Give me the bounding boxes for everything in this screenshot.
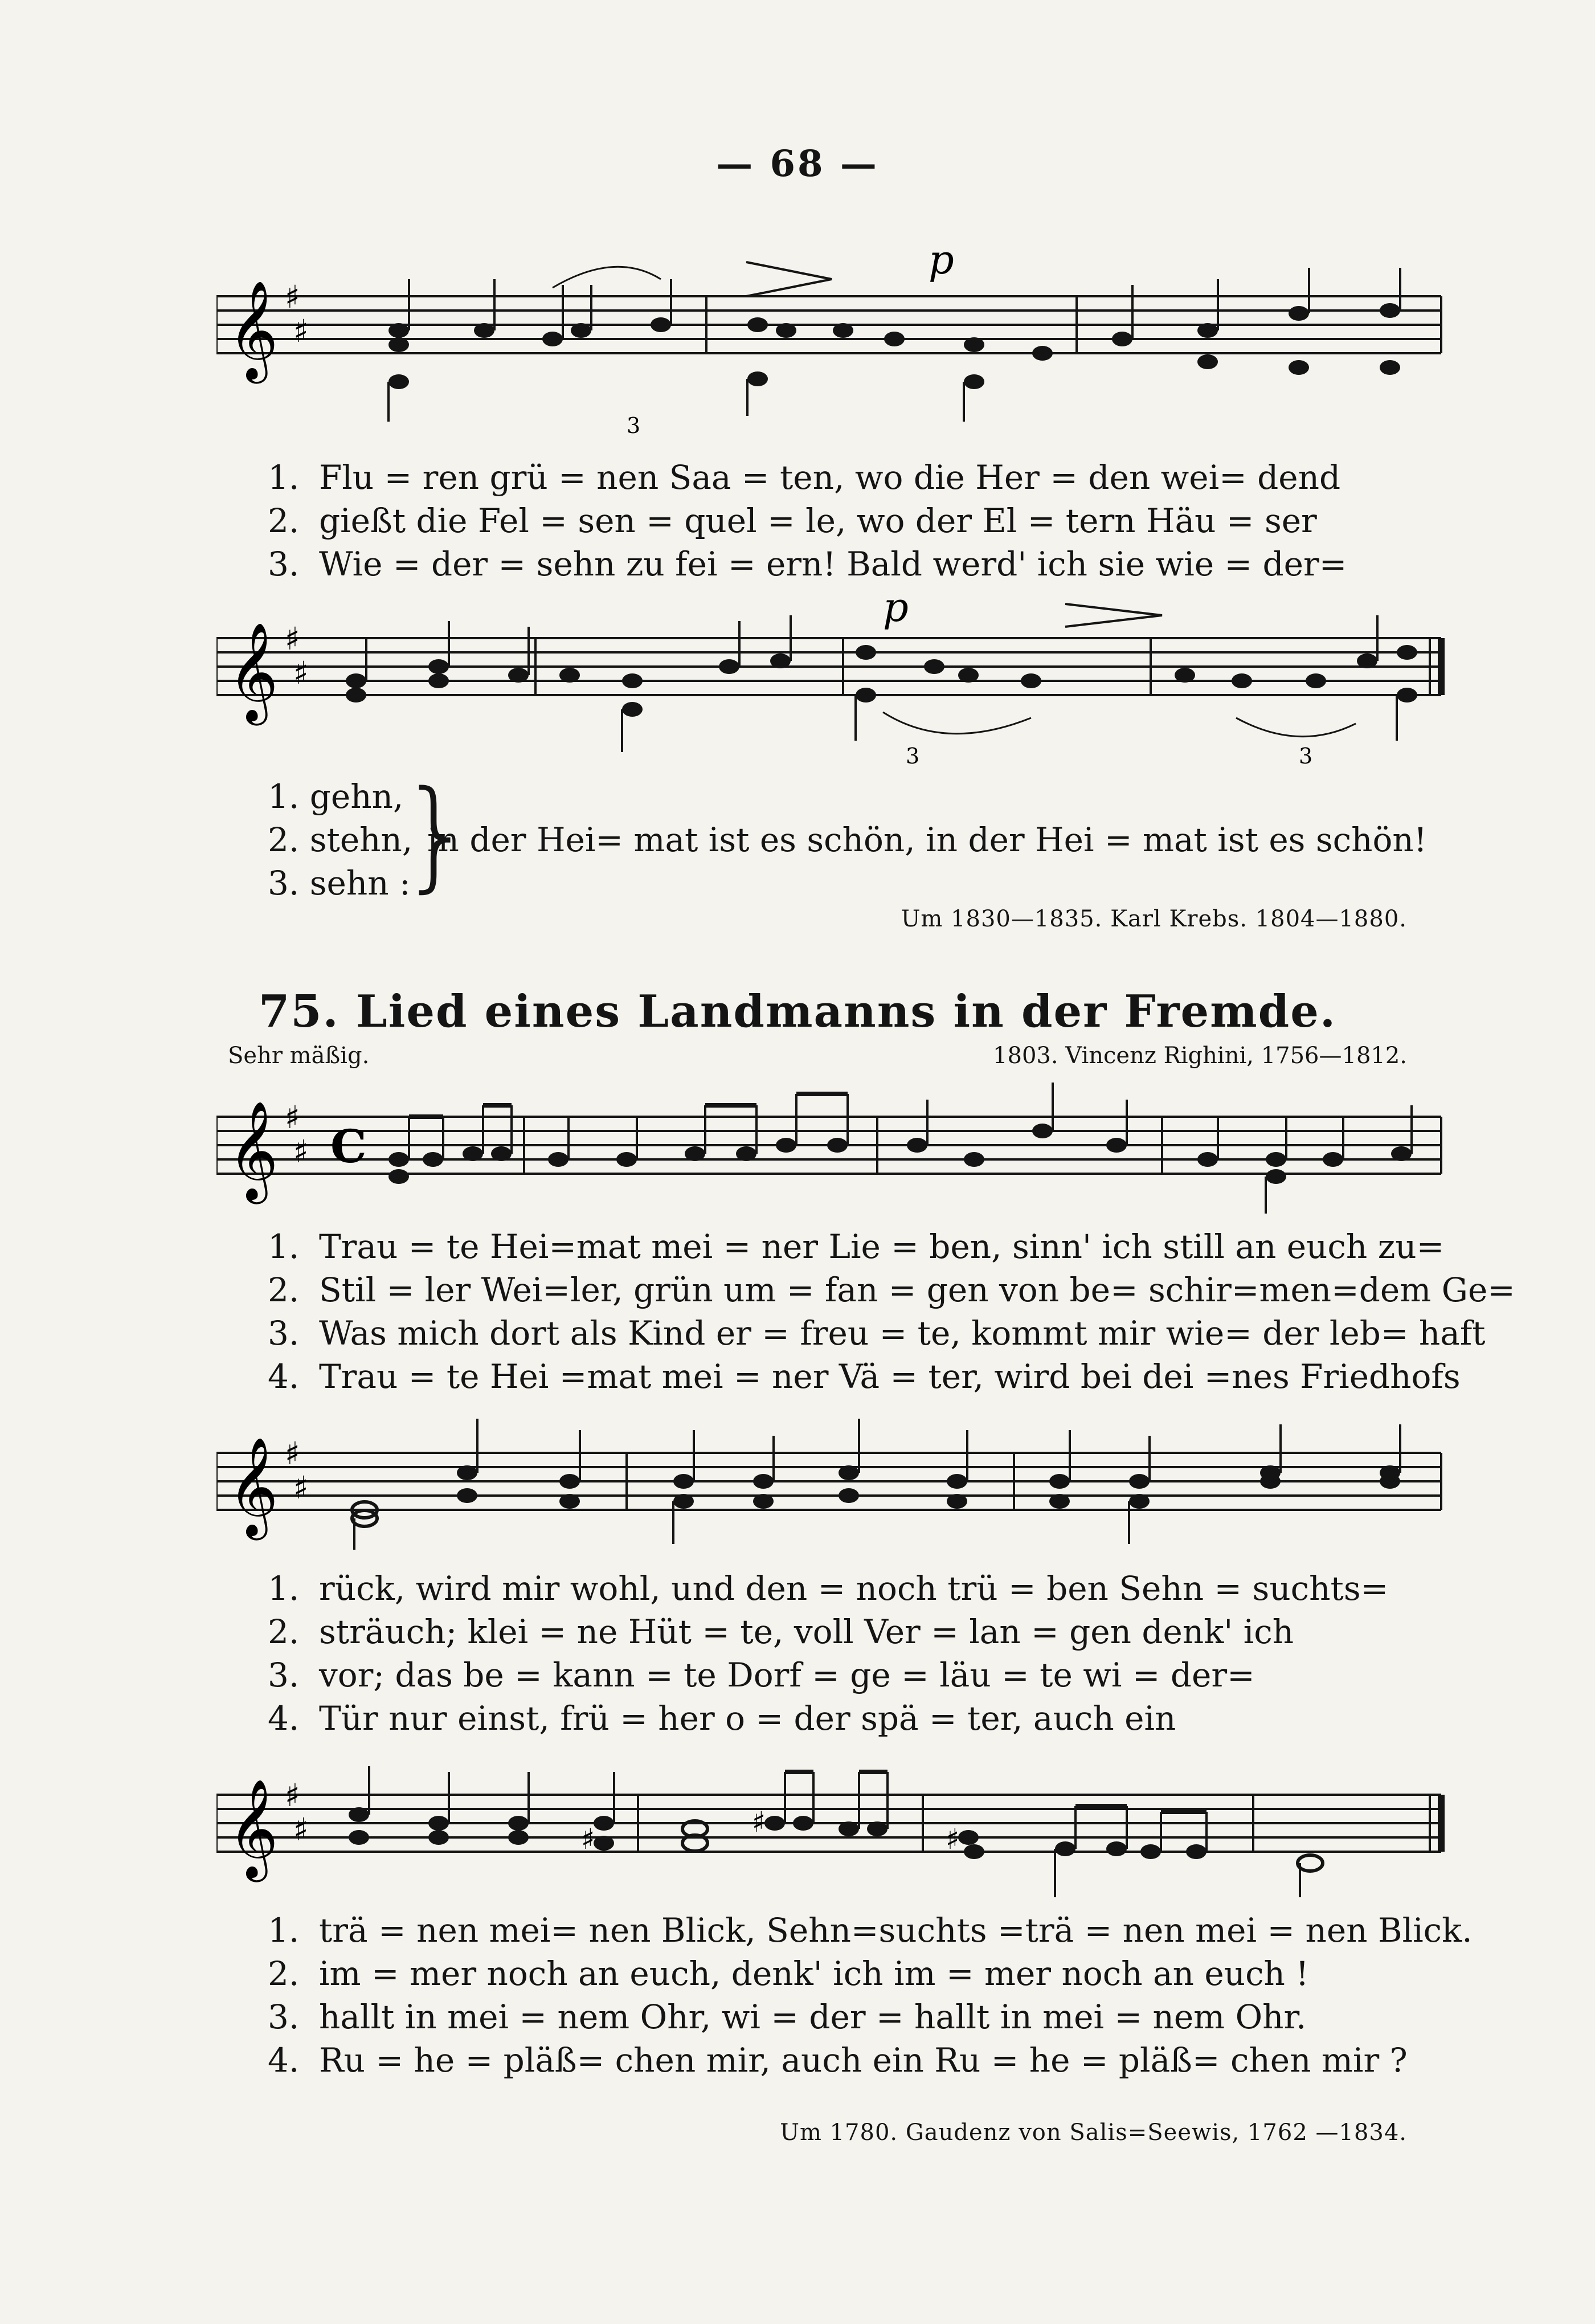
lyric-line	[268, 1909, 1473, 1952]
refrain-text: in der Hei= mat ist es schön, in der Hei = mat ist es schön!	[427, 820, 1428, 859]
sharp-icon: ♯	[581, 1823, 595, 1856]
verse-text: Wie = der = sehn zu fei = ern! Bald werd' ich sie wie = der=	[319, 545, 1347, 583]
crescendo-icon	[1065, 604, 1162, 627]
verse-text: Was mich dort als Kind er = freu = te, kommt mir wie= der leb= haft	[319, 1314, 1486, 1353]
song75-lyrics-part2	[268, 1567, 1453, 1740]
beams	[785, 1772, 1207, 1812]
sharp-icon: ♯	[752, 1806, 766, 1839]
staff-system-5	[216, 1749, 1453, 1931]
sharp-icon: ♯	[285, 1435, 300, 1472]
ending-line: 1. gehn,	[268, 777, 404, 816]
verse-number: 4.	[268, 1357, 300, 1396]
verse-number: 2.	[268, 501, 300, 540]
verse-number: 1.	[268, 1227, 300, 1266]
triplet-mark: 3	[627, 413, 641, 438]
verse-number: 3.	[268, 1656, 300, 1694]
verse-text: gießt die Fel = sen = quel = le, wo der El = tern Häu = ser	[319, 501, 1317, 540]
music-staff	[216, 1749, 1453, 1931]
song74-credit: Um 1830—1835. Karl Krebs. 1804—1880.	[901, 906, 1407, 932]
verse-number: 4.	[268, 2041, 300, 2080]
triplet-mark: 3	[906, 744, 920, 769]
verse-text: sträuch; klei = ne Hüt = te, voll Ver = lan = gen denk' ich	[319, 1612, 1294, 1651]
decrescendo-icon	[746, 262, 832, 296]
verse-text: Stil = ler Wei=ler, grün um = fan = gen von be= schir=men=dem Ge=	[319, 1271, 1515, 1309]
verse-number: 3.	[268, 545, 300, 583]
verse-number: 1.	[268, 1911, 300, 1950]
verse-text: Flu = ren grü = nen Saa = ten, wo die Her = den wei= dend	[319, 458, 1341, 497]
lyric-line	[268, 1952, 1453, 1995]
tempo-marking: Sehr mäßig.	[228, 1043, 370, 1069]
verse-number: 1.	[268, 1569, 300, 1608]
verse-number: 1.	[268, 458, 300, 497]
verse-number: 4.	[268, 1699, 300, 1738]
verse-number: 3.	[268, 1314, 300, 1353]
staff-system-3	[216, 1071, 1453, 1242]
lyric-line	[268, 1995, 1453, 2039]
sharp-icon: ♯	[293, 313, 309, 349]
lyric-line	[268, 1268, 1515, 1312]
song75-lyrics-part1	[268, 1225, 1515, 1398]
verse-text: Tür nur einst, frü = her o = der spä = ter, auch ein	[319, 1699, 1176, 1738]
sharp-icon: ♯	[285, 1099, 300, 1136]
slur	[883, 712, 1031, 734]
verse-text: Trau = te Hei=mat mei = ner Lie = ben, sinn' ich still an euch zu=	[319, 1227, 1445, 1266]
verse-text: im = mer noch an euch, denk' ich im = mer noch an euch !	[319, 1954, 1309, 1993]
sharp-icon: ♯	[293, 1133, 309, 1170]
sharp-icon: ♯	[293, 1811, 309, 1848]
verse-number: 2.	[268, 1612, 300, 1651]
triplet-mark: 3	[1299, 744, 1313, 769]
staff-system-4	[216, 1407, 1453, 1578]
lyric-line	[268, 1653, 1453, 1697]
verse-text: rück, wird mir wohl, und den = noch trü = ben Sehn = suchts=	[319, 1569, 1389, 1608]
sharp-icon: ♯	[293, 1469, 309, 1506]
sharp-icon: ♯	[285, 279, 300, 315]
lyric-line	[268, 1225, 1453, 1268]
slur	[1236, 718, 1356, 737]
song75-lyrics-part3	[268, 1909, 1473, 2082]
verse-text: vor; das be = kann = te Dorf = ge = läu = te wi = der=	[319, 1656, 1255, 1694]
song74-refrain	[268, 765, 1453, 912]
verse-text: Trau = te Hei =mat mei = ner Vä = ter, wird bei dei =nes Friedhofs	[319, 1357, 1461, 1396]
lyric-line	[268, 1697, 1453, 1740]
beams	[409, 1094, 848, 1117]
lyric-line	[268, 456, 1453, 499]
treble-clef-icon: 𝄞	[228, 280, 279, 379]
song-title: 75. Lied eines Landmanns in der Fremde.	[259, 986, 1336, 1038]
sharp-icon: ♯	[946, 1823, 960, 1856]
staff-system-1	[216, 239, 1453, 444]
treble-clef-icon: 𝄞	[228, 1101, 279, 1200]
lyric-line	[268, 1312, 1486, 1355]
lyric-line	[268, 542, 1453, 586]
verse-text: hallt in mei = nem Ohr, wi = der = hallt in mei = nem Ohr.	[319, 1998, 1307, 2036]
page-number: — 68 —	[716, 142, 879, 185]
music-staff	[216, 1071, 1453, 1242]
sharp-icon: ♯	[293, 655, 309, 691]
treble-clef-icon: 𝄞	[228, 1437, 279, 1536]
note-stems	[369, 1766, 1300, 1897]
verse-number: 3.	[268, 1998, 300, 2036]
staff-system-2	[216, 593, 1453, 775]
verse-text: Ru = he = pläß= chen mir, auch ein Ru = he = pläß= chen mir ?	[319, 2041, 1408, 2080]
verse-number: 2.	[268, 1954, 300, 1993]
time-signature: C	[330, 1120, 367, 1173]
brace-icon: }	[399, 765, 475, 904]
slur	[553, 267, 661, 288]
lyric-line	[268, 2039, 1453, 2082]
lyric-line	[268, 1610, 1453, 1653]
verse-text: trä = nen mei= nen Blick, Sehn=suchts =trä = nen mei = nen Blick.	[319, 1911, 1473, 1950]
notes	[388, 1124, 1412, 1184]
sharp-icon: ♯	[285, 620, 300, 657]
ending-line: 2. stehn,	[268, 820, 413, 859]
piano-dynamic-icon: p	[883, 593, 909, 631]
treble-clef-icon: 𝄞	[228, 1779, 279, 1878]
piano-dynamic-icon: p	[929, 239, 954, 283]
song75-credit: Um 1780. Gaudenz von Salis=Seewis, 1762 —1834.	[780, 2119, 1407, 2146]
lyric-line	[268, 1355, 1461, 1398]
note-stems	[354, 1419, 1400, 1550]
sharp-icon: ♯	[285, 1777, 300, 1814]
composer-info: 1803. Vincenz Righini, 1756—1812.	[993, 1043, 1407, 1069]
music-staff	[216, 239, 1453, 444]
lyric-line	[268, 1567, 1453, 1610]
brace-endings	[268, 775, 412, 905]
notes	[388, 303, 1400, 389]
music-staff	[216, 593, 1453, 775]
music-staff	[216, 1407, 1453, 1578]
ending-line: 3. sehn :	[268, 864, 411, 902]
song74-lyrics-part1	[268, 456, 1453, 586]
verse-number: 2.	[268, 1271, 300, 1309]
lyric-line	[268, 499, 1453, 542]
notes	[349, 1807, 1323, 1871]
treble-clef-icon: 𝄞	[228, 622, 279, 721]
